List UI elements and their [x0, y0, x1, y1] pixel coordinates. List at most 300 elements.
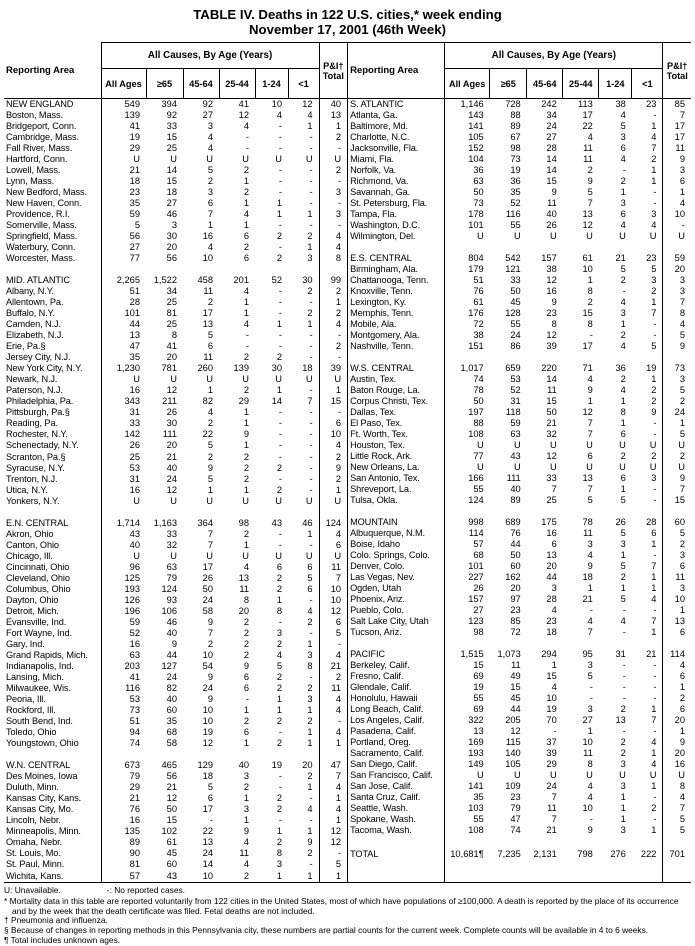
- value-cell: 16: [101, 815, 146, 826]
- value-cell: 30: [302, 275, 313, 286]
- value-cell: 728: [505, 99, 521, 109]
- value-cell: 4: [620, 110, 626, 120]
- value-cell: 20: [166, 352, 177, 363]
- value-cell: 1: [307, 726, 313, 737]
- pi-total-cell: 3: [319, 209, 347, 220]
- value-cell: -: [278, 220, 282, 231]
- pi-total-cell: 6: [319, 418, 347, 429]
- value-cell: 2: [243, 781, 249, 792]
- value-cell: 1: [651, 583, 657, 593]
- value-cell: 24: [166, 473, 177, 484]
- pi-total-cell: 73: [663, 363, 691, 374]
- value-cell: [490, 836, 527, 847]
- value-cell: 2: [276, 352, 282, 363]
- value-cell: 3: [171, 220, 177, 231]
- value-cell: 9: [207, 693, 213, 704]
- reporting-area-cell: Richmond, Va.: [350, 176, 409, 186]
- age-col-header-25-44: 25-44: [219, 69, 255, 99]
- reporting-area-cell: Glendale, Calif.: [350, 682, 412, 692]
- city-row: [348, 374, 691, 385]
- value-cell: 61: [582, 253, 593, 263]
- value-cell: 152: [445, 143, 490, 154]
- value-cell: 12: [546, 451, 557, 461]
- value-cell: 7: [651, 143, 657, 153]
- value-cell: 2: [307, 286, 313, 297]
- city-row: [4, 143, 347, 154]
- city-row: [4, 418, 347, 429]
- value-cell: 27: [202, 110, 213, 121]
- pi-total-header: [319, 43, 347, 99]
- value-cell: 9: [171, 638, 177, 649]
- city-row: [348, 154, 691, 165]
- value-cell: 3: [620, 759, 626, 769]
- reporting-area-cell: Cambridge, Mass.: [6, 132, 79, 143]
- value-cell: U: [275, 495, 282, 506]
- value-cell: -: [278, 143, 282, 154]
- value-cell: 193: [101, 584, 146, 595]
- value-cell: -: [209, 815, 213, 826]
- value-cell: 5: [587, 187, 593, 197]
- value-cell: 72: [510, 627, 521, 637]
- value-cell: 17: [202, 308, 213, 319]
- value-cell: 15: [582, 308, 593, 318]
- value-cell: 18: [101, 176, 146, 187]
- value-cell: 33: [101, 418, 146, 429]
- value-cell: 126: [101, 595, 146, 606]
- value-cell: 11: [583, 143, 593, 153]
- pi-total-cell: 7: [663, 297, 691, 308]
- value-cell: U: [445, 231, 490, 242]
- value-cell: 3: [620, 825, 626, 835]
- value-cell: 108: [445, 825, 490, 836]
- value-cell: [632, 242, 663, 253]
- reporting-area-cell: Grand Rapids, Mich.: [6, 649, 88, 660]
- value-cell: U: [649, 770, 657, 780]
- value-cell: [599, 860, 632, 871]
- value-cell: 1: [307, 781, 313, 792]
- value-cell: 17: [582, 341, 593, 351]
- value-cell: U: [275, 374, 282, 385]
- reporting-area-cell: Washington, D.C.: [350, 220, 421, 230]
- value-cell: -: [309, 418, 313, 429]
- city-row: [4, 694, 347, 705]
- value-cell: [490, 352, 527, 363]
- value-cell: 1: [307, 209, 313, 220]
- value-cell: [563, 836, 599, 847]
- value-cell: 8: [276, 605, 282, 616]
- value-cell: 32: [546, 429, 557, 439]
- value-cell: 70: [546, 715, 557, 725]
- city-row: [348, 396, 691, 407]
- reporting-area-cell: Memphis, Tenn.: [350, 308, 414, 318]
- value-cell: 78: [582, 517, 593, 527]
- city-row: [4, 485, 347, 496]
- pi-total-cell: 21: [319, 661, 347, 672]
- pi-total-cell: 2: [319, 286, 347, 297]
- city-row: [348, 110, 691, 121]
- city-row: [4, 452, 347, 463]
- city-row: [348, 726, 691, 737]
- city-row: [4, 584, 347, 595]
- value-cell: 16: [101, 485, 146, 496]
- value-cell: [599, 352, 632, 363]
- reporting-area-cell: [348, 506, 445, 517]
- reporting-area-cell: Dallas, Tex.: [350, 407, 397, 417]
- value-cell: 73: [510, 154, 521, 164]
- city-row: [4, 848, 347, 859]
- value-cell: 26: [546, 220, 557, 230]
- value-cell: -: [245, 143, 249, 154]
- reporting-area-cell: Phoenix, Ariz.: [350, 594, 405, 604]
- value-cell: -: [278, 242, 282, 253]
- value-cell: 45: [510, 297, 521, 307]
- value-cell: [445, 506, 490, 517]
- value-cell: 93: [166, 594, 177, 605]
- city-row: [348, 583, 691, 594]
- reporting-area-cell: [348, 860, 445, 871]
- value-cell: 51: [445, 275, 490, 286]
- value-cell: 1: [243, 176, 249, 187]
- value-cell: 139: [233, 363, 249, 374]
- city-row: [348, 330, 691, 341]
- value-cell: 76: [101, 804, 146, 815]
- pi-total-cell: -: [663, 220, 691, 231]
- value-cell: 1: [307, 638, 313, 649]
- pi-total-cell: [319, 507, 347, 518]
- reporting-area-cell: Austin, Tex.: [350, 374, 397, 384]
- reporting-area-cell: Corpus Christi, Tex.: [350, 396, 429, 406]
- value-cell: U: [445, 770, 490, 781]
- value-cell: 27: [445, 605, 490, 616]
- value-cell: 15: [546, 176, 557, 186]
- reporting-area-cell: New Haven, Conn.: [6, 198, 82, 209]
- value-cell: 25: [546, 495, 557, 505]
- value-cell: 4: [207, 143, 213, 154]
- value-cell: 4: [587, 616, 593, 626]
- pi-total-cell: 3: [663, 550, 691, 561]
- value-cell: 5: [620, 594, 626, 604]
- value-cell: 4: [243, 561, 249, 572]
- value-cell: 1: [651, 627, 657, 637]
- value-cell: 6: [243, 253, 249, 264]
- value-cell: 39: [546, 341, 557, 351]
- value-cell: 2: [207, 451, 213, 462]
- reporting-area-cell: [348, 638, 445, 649]
- footnotes: [4, 886, 691, 946]
- value-cell: 1: [651, 539, 657, 549]
- value-cell: -: [653, 605, 657, 615]
- value-cell: 15: [166, 176, 177, 187]
- pi-total-cell: 2: [319, 452, 347, 463]
- value-cell: 40: [546, 209, 557, 219]
- pi-total-cell: 124: [319, 518, 347, 529]
- age-col-header-all-ages: All Ages: [101, 69, 146, 99]
- city-row: [348, 715, 691, 726]
- reporting-area-cell: Canton, Ohio: [6, 539, 59, 550]
- value-cell: -: [653, 484, 657, 494]
- pi-total-cell: 1: [319, 485, 347, 496]
- value-cell: U: [586, 462, 593, 472]
- reporting-area-cell: E.N. CENTRAL: [6, 517, 69, 528]
- value-cell: 1: [207, 484, 213, 495]
- value-cell: 20: [166, 242, 177, 253]
- value-cell: 89: [510, 495, 521, 505]
- pi-total-cell: 2: [663, 539, 691, 550]
- value-cell: [255, 749, 288, 760]
- value-cell: U: [170, 550, 177, 561]
- value-cell: -: [309, 385, 313, 396]
- reporting-area-cell: Philadelphia, Pa.: [6, 396, 74, 407]
- value-cell: 1: [276, 209, 282, 220]
- value-cell: 9: [207, 671, 213, 682]
- value-cell: U: [619, 770, 626, 780]
- value-cell: 68: [166, 726, 177, 737]
- reporting-area-cell: E.S. CENTRAL: [350, 253, 412, 263]
- value-cell: 1: [620, 418, 626, 428]
- value-cell: 1: [587, 726, 593, 736]
- value-cell: U: [445, 440, 490, 451]
- value-cell: 79: [166, 572, 177, 583]
- reporting-area-header: Reporting Area: [4, 43, 101, 99]
- value-cell: [599, 506, 632, 517]
- value-cell: 1: [276, 319, 282, 330]
- city-row: [4, 121, 347, 132]
- value-cell: 1,017: [445, 363, 490, 374]
- value-cell: 46: [166, 209, 177, 220]
- city-row: [348, 759, 691, 770]
- value-cell: 141: [445, 781, 490, 792]
- value-cell: 43: [510, 451, 521, 461]
- value-cell: 113: [577, 99, 593, 109]
- reporting-area-cell: Springfield, Mass.: [6, 231, 78, 242]
- value-cell: [527, 506, 563, 517]
- pi-total-cell: 4: [319, 705, 347, 716]
- value-cell: 12: [546, 275, 557, 285]
- reporting-area-cell: Tucson, Ariz.: [350, 627, 402, 637]
- footnote-section: § Because of changes in reporting methods in this Pennsylvania city, these numbers are partial counts for the current week. Complete counts will be available in 4 to 6 weeks.: [4, 925, 649, 936]
- pi-total-cell: 5: [663, 814, 691, 825]
- value-cell: 11: [583, 748, 593, 758]
- reporting-area-cell: Yonkers, N.Y.: [6, 495, 60, 506]
- value-cell: 24: [202, 594, 213, 605]
- value-cell: U: [275, 154, 282, 165]
- value-cell: 26: [445, 583, 490, 594]
- pi-total-cell: 1: [663, 726, 691, 737]
- pi-total-cell: 47: [319, 760, 347, 771]
- value-cell: 128: [505, 308, 521, 318]
- city-row: [4, 661, 347, 672]
- value-cell: 13: [101, 330, 146, 341]
- value-cell: 8: [587, 759, 593, 769]
- pi-total-cell: 8: [319, 253, 347, 264]
- spacer-row: [348, 506, 691, 517]
- value-cell: [183, 264, 219, 275]
- value-cell: 71: [582, 363, 593, 373]
- reporting-area-cell: Buffalo, N.Y.: [6, 308, 55, 319]
- value-cell: 106: [161, 605, 177, 616]
- value-cell: 24: [546, 121, 557, 131]
- value-cell: 5: [587, 671, 593, 681]
- value-cell: 166: [445, 473, 490, 484]
- value-cell: 56: [101, 231, 146, 242]
- total-row: [348, 847, 691, 860]
- pi-total-cell: 24: [663, 407, 691, 418]
- city-row: [348, 341, 691, 352]
- region-row: [348, 363, 691, 374]
- value-cell: 1: [307, 737, 313, 748]
- legend-unavailable: U: Unavailable.: [4, 885, 61, 895]
- city-row: [4, 242, 347, 253]
- value-cell: 124: [161, 583, 177, 594]
- value-cell: 19: [646, 363, 657, 373]
- value-cell: [599, 242, 632, 253]
- pi-total-header: [663, 43, 691, 99]
- value-cell: 52: [271, 275, 282, 286]
- reporting-area-cell: Rockford, Ill.: [6, 704, 56, 715]
- pi-total-cell: 5: [663, 528, 691, 539]
- value-cell: 17: [582, 110, 593, 120]
- city-row: [348, 231, 691, 242]
- value-cell: 4: [207, 132, 213, 143]
- value-cell: 3: [620, 539, 626, 549]
- reporting-area-cell: Houston, Tex.: [350, 440, 405, 450]
- pi-total-cell: 1: [319, 297, 347, 308]
- value-cell: -: [278, 407, 282, 418]
- value-cell: 27: [546, 132, 557, 142]
- pi-total-cell: 9: [663, 737, 691, 748]
- value-cell: 55: [510, 319, 521, 329]
- value-cell: 175: [541, 517, 557, 527]
- value-cell: 40: [166, 627, 177, 638]
- pi-total-cell: 4: [319, 694, 347, 705]
- value-cell: -: [278, 132, 282, 143]
- value-cell: 7: [207, 627, 213, 638]
- reporting-area-cell: Albany, N.Y.: [6, 286, 54, 297]
- value-cell: -: [245, 341, 249, 352]
- reporting-area-cell: Miami, Fla.: [350, 154, 394, 164]
- value-cell: U: [514, 440, 521, 450]
- pi-total-cell: 13: [663, 616, 691, 627]
- value-cell: 3: [620, 132, 626, 142]
- value-cell: 88: [445, 418, 490, 429]
- pi-total-cell: 11: [319, 562, 347, 573]
- value-cell: 102: [161, 826, 177, 837]
- value-cell: [101, 507, 146, 518]
- value-cell: 33: [510, 275, 521, 285]
- reporting-area-cell: Lynn, Mass.: [6, 176, 55, 187]
- value-cell: 7: [207, 528, 213, 539]
- city-row: [4, 804, 347, 815]
- pi-total-cell: 3: [663, 286, 691, 297]
- spacer-row: [348, 871, 691, 882]
- city-row: [4, 815, 347, 826]
- value-cell: U: [586, 440, 593, 450]
- pi-total-cell: -: [319, 330, 347, 341]
- value-cell: 2: [307, 308, 313, 319]
- value-cell: 30: [271, 363, 282, 374]
- value-cell: [445, 860, 490, 871]
- city-row: [4, 308, 347, 319]
- value-cell: 4: [587, 374, 593, 384]
- value-cell: 6: [620, 473, 626, 483]
- pi-total-cell: 7: [663, 484, 691, 495]
- pi-total-cell: 5: [319, 859, 347, 870]
- value-cell: 1,230: [101, 363, 146, 374]
- value-cell: 2: [243, 870, 249, 881]
- value-cell: 2: [276, 804, 282, 814]
- value-cell: 12: [510, 726, 521, 736]
- value-cell: -: [653, 110, 657, 120]
- value-cell: [632, 352, 663, 363]
- value-cell: 6: [207, 341, 213, 352]
- value-cell: 4: [651, 132, 657, 142]
- value-cell: 9: [207, 462, 213, 473]
- city-row: [348, 605, 691, 616]
- reporting-area-cell: Providence, R.I.: [6, 209, 70, 220]
- value-cell: 1: [620, 484, 626, 494]
- value-cell: 1: [551, 660, 557, 670]
- region-row: [348, 649, 691, 660]
- city-row: [4, 628, 347, 639]
- value-cell: 116: [101, 683, 146, 694]
- city-row: [348, 308, 691, 319]
- value-cell: 5: [620, 264, 626, 274]
- value-cell: 111: [162, 429, 177, 440]
- value-cell: 2: [276, 737, 282, 748]
- value-cell: 1: [243, 297, 249, 308]
- city-row: [348, 198, 691, 209]
- value-cell: 69: [445, 671, 490, 682]
- pi-total-cell: 7: [663, 803, 691, 814]
- value-cell: 31: [101, 474, 146, 485]
- value-cell: 19: [202, 726, 213, 737]
- value-cell: 4: [307, 605, 313, 616]
- value-cell: 5: [207, 473, 213, 484]
- value-cell: 4: [587, 132, 593, 142]
- value-cell: 3: [651, 473, 657, 483]
- value-cell: -: [622, 660, 626, 670]
- pi-total-cell: 85: [663, 99, 691, 111]
- pi-header-line2: Total: [322, 70, 344, 81]
- right-panel-body: [348, 99, 691, 883]
- value-cell: 18: [582, 572, 593, 582]
- value-cell: 4: [651, 759, 657, 769]
- pi-header-line1: P&I†: [323, 60, 344, 71]
- pi-total-cell: 4: [319, 242, 347, 253]
- value-cell: 28: [646, 517, 657, 527]
- value-cell: 44: [510, 539, 521, 549]
- value-cell: 13: [546, 550, 557, 560]
- value-cell: 1: [207, 385, 213, 396]
- reporting-area-cell: [348, 352, 445, 363]
- value-cell: 2: [243, 649, 249, 660]
- value-cell: 16: [202, 231, 213, 242]
- reporting-area-cell: Little Rock, Ark.: [350, 451, 413, 461]
- value-cell: 21: [546, 825, 557, 835]
- city-row: [348, 286, 691, 297]
- value-cell: -: [653, 792, 657, 802]
- value-cell: 105: [505, 759, 521, 769]
- value-cell: 36: [615, 363, 626, 373]
- value-cell: 29: [238, 396, 249, 407]
- city-row: [348, 616, 691, 627]
- legend-row: [4, 886, 691, 896]
- city-row: [348, 176, 691, 187]
- value-cell: 79: [510, 803, 521, 813]
- value-cell: 38: [445, 330, 490, 341]
- value-cell: 19: [101, 132, 146, 143]
- value-cell: 1: [243, 198, 249, 209]
